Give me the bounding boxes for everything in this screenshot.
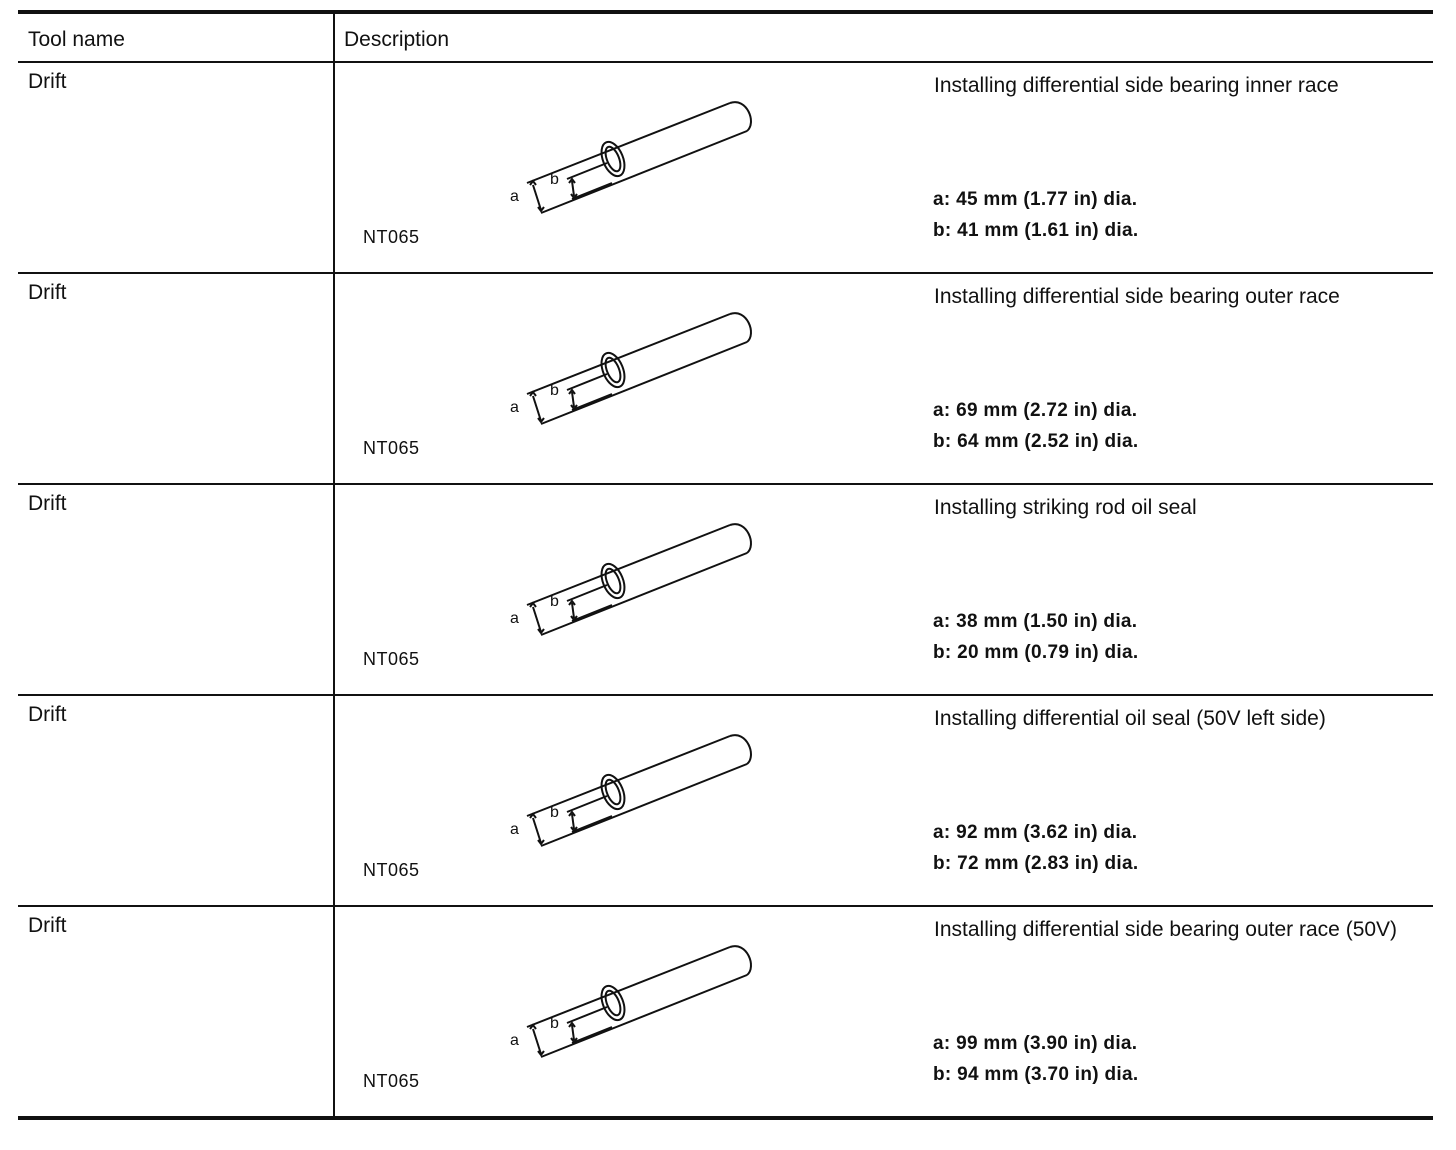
- description-cell: [335, 485, 1433, 694]
- table-header-row: [18, 14, 1433, 63]
- description-cell: [335, 907, 1433, 1116]
- dimension-a: a: 45 mm (1.77 in) dia.: [933, 189, 1138, 210]
- dim-label-a: a: [510, 610, 519, 627]
- description-cell: [335, 274, 1433, 483]
- dim-label-a: a: [510, 821, 519, 838]
- description-cell: [335, 696, 1433, 905]
- drift-tube-icon: [475, 288, 765, 438]
- table-row: [18, 696, 1433, 907]
- tool-name-cell: [18, 485, 335, 694]
- drawing-code: NT065: [363, 649, 420, 669]
- tool-name-cell: [18, 63, 335, 272]
- dimension-b: b: 41 mm (1.61 in) dia.: [933, 220, 1139, 241]
- dim-label-a: a: [510, 188, 519, 205]
- header-description: Description: [344, 28, 450, 51]
- drift-tube-icon: [475, 710, 765, 860]
- dimension-b: b: 20 mm (0.79 in) dia.: [933, 642, 1139, 663]
- table-row: [18, 907, 1433, 1116]
- dimension-a: a: 38 mm (1.50 in) dia.: [933, 611, 1138, 632]
- tool-name: Drift: [28, 70, 67, 93]
- dimension-b: b: 72 mm (2.83 in) dia.: [933, 853, 1139, 874]
- tool-purpose: Installing differential oil seal (50V left side): [934, 707, 1326, 730]
- drawing-code: NT065: [363, 438, 420, 458]
- drawing-code: NT065: [363, 860, 420, 880]
- dimension-a: a: 99 mm (3.90 in) dia.: [933, 1033, 1138, 1054]
- dim-label-b: b: [550, 382, 559, 399]
- dim-label-b: b: [550, 171, 559, 188]
- tool-name: Drift: [28, 914, 67, 937]
- dimension-b: b: 94 mm (3.70 in) dia.: [933, 1064, 1139, 1085]
- tool-name: Drift: [28, 492, 67, 515]
- dim-label-b: b: [550, 1015, 559, 1032]
- drift-tube-icon: [475, 499, 765, 649]
- tool-name-cell: [18, 696, 335, 905]
- dim-label-b: b: [550, 804, 559, 821]
- dimension-a: a: 69 mm (2.72 in) dia.: [933, 400, 1138, 421]
- table-row: [18, 274, 1433, 485]
- drawing-code: NT065: [363, 227, 420, 247]
- dimension-b: b: 64 mm (2.52 in) dia.: [933, 431, 1139, 452]
- dim-label-b: b: [550, 593, 559, 610]
- tool-name-cell: [18, 274, 335, 483]
- table-row: [18, 485, 1433, 696]
- dim-label-a: a: [510, 1032, 519, 1049]
- header-tool-name: Tool name: [28, 28, 125, 51]
- header-tool-name-cell: [18, 14, 335, 61]
- tool-name-cell: [18, 907, 335, 1116]
- tool-purpose: Installing differential side bearing outer race (50V): [934, 918, 1398, 941]
- dimension-a: a: 92 mm (3.62 in) dia.: [933, 822, 1138, 843]
- special-tools-table: [18, 10, 1433, 1120]
- tool-purpose: Installing differential side bearing outer race: [934, 285, 1340, 308]
- drift-tube-icon: [475, 77, 765, 227]
- dim-label-a: a: [510, 399, 519, 416]
- table-row: [18, 63, 1433, 274]
- drawing-code: NT065: [363, 1071, 420, 1091]
- description-cell: [335, 63, 1433, 272]
- drift-tube-icon: [475, 921, 765, 1071]
- tool-name: Drift: [28, 281, 67, 304]
- tool-purpose: Installing differential side bearing inner race: [934, 74, 1339, 97]
- tool-name: Drift: [28, 703, 67, 726]
- header-description-cell: [335, 14, 1433, 61]
- tool-purpose: Installing striking rod oil seal: [934, 496, 1197, 519]
